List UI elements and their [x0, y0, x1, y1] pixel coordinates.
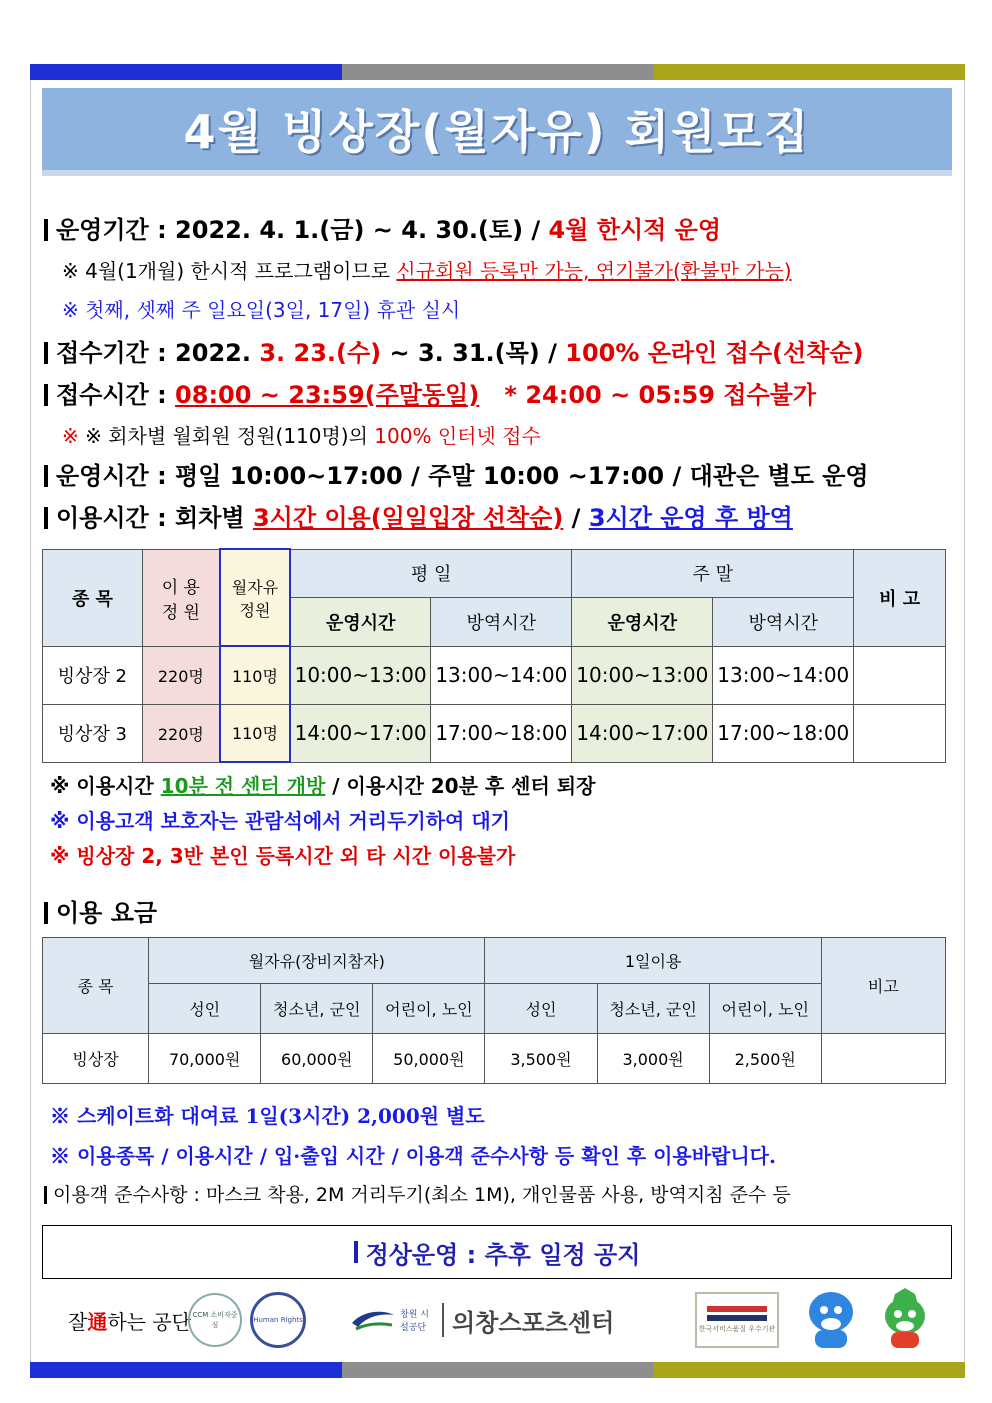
note-closed-days: ※ 첫째, 셋째 주 일요일(3일, 17일) 휴관 실시 [62, 298, 461, 322]
col-weekend: 주 말 [572, 549, 854, 597]
fee-heading: 이용 요금 [44, 893, 157, 928]
service-quality-badge: 한국서비스품질 우수기관 [695, 1290, 779, 1350]
fee-col-adult: 성인 [149, 984, 261, 1034]
bottom-color-stripe [30, 1362, 965, 1378]
fee-col-monthly: 월자유(장비지참자) [149, 938, 485, 984]
top-color-stripe [30, 64, 965, 80]
swoosh-icon [350, 1307, 396, 1333]
fee-col-note: 비고 [821, 938, 945, 1034]
page-title: 4월 빙상장(월자유) 회원모집 [42, 88, 952, 170]
mascot-icon [795, 1288, 945, 1352]
note-check-rules: ※ 이용종목 / 이용시간 / 입·출입 시간 / 이용객 준수사항 등 확인 후 이용바랍니다. [50, 1144, 776, 1168]
registration-period: 접수기간 : 2022. 3. 23.(수) ~ 3. 31.(목) / 100% 온라인 접수(선착순) [44, 333, 864, 368]
row-wd-op: 10:00~13:00 [290, 646, 431, 704]
col-type: 종 목 [43, 549, 143, 646]
fee-col-child: 어린이, 노인 [709, 984, 821, 1034]
col-weekend-op: 운영시간 [572, 597, 713, 646]
human-rights-badge: Human Rights [250, 1290, 306, 1350]
ccm-badge: CCM 소비자중심 [188, 1290, 242, 1350]
fee-col-daily: 1일이용 [485, 938, 821, 984]
schedule-table [42, 548, 946, 763]
usage-time: 이용시간 : 회차별 3시간 이용(일일입장 선착순) / 3시간 운영 후 방역 [44, 498, 793, 533]
table-row [43, 704, 946, 762]
table-row [43, 646, 946, 704]
fee-daily-child: 2,500원 [709, 1034, 821, 1084]
row-capacity: 220명 [142, 646, 220, 704]
note-visitor-rules: 이용객 준수사항 : 마스크 착용, 2M 거리두기(최소 1M), 개인물품 사용, 방역지침 준수 등 [44, 1180, 791, 1207]
row-free: 110명 [220, 704, 290, 762]
fee-daily-adult: 3,500원 [485, 1034, 597, 1084]
fee-col-child: 어린이, 노인 [373, 984, 485, 1034]
slogan-logo: 잘 通 하는 공단 [68, 1309, 191, 1334]
note-monthly-program: ※ 4월(1개월) 한시적 프로그램이므로 신규회원 등록만 가능, 연기불가(환불만 가능) [62, 259, 792, 283]
notice-box: 정상운영 : 추후 일정 공지 [42, 1225, 952, 1279]
note-center-open: ※ 이용시간 10분 전 센터 개방 / 이용시간 20분 후 센터 퇴장 [50, 774, 596, 798]
row-name: 빙상장 3 [43, 704, 143, 762]
row-note [854, 704, 946, 762]
row-wd-op: 14:00~17:00 [290, 704, 431, 762]
note-capacity: ※ ※ 회차별 월회원 정원(110명)의 100% 인터넷 접수 [62, 424, 541, 448]
col-weekend-disinfect: 방역시간 [713, 597, 854, 646]
fee-monthly-adult: 70,000원 [149, 1034, 261, 1084]
col-weekday-disinfect: 방역시간 [431, 597, 572, 646]
note-rink-restriction: ※ 빙상장 2, 3반 본인 등록시간 외 타 시간 이용불가 [50, 844, 516, 868]
fee-row-note [821, 1034, 945, 1084]
note-guardian: ※ 이용고객 보호자는 관람석에서 거리두기하여 대기 [50, 809, 510, 833]
row-wd-dis: 17:00~18:00 [431, 704, 572, 762]
fee-col-adult: 성인 [485, 984, 597, 1034]
fee-row-name: 빙상장 [43, 1034, 149, 1084]
row-we-op: 10:00~13:00 [572, 646, 713, 704]
row-note [854, 646, 946, 704]
fee-daily-youth: 3,000원 [597, 1034, 709, 1084]
operating-period: 운영기간 : 2022. 4. 1.(금) ~ 4. 30.(토) / 4월 한시적 운영 [44, 210, 721, 245]
col-weekday-op: 운영시간 [290, 597, 431, 646]
sports-center-logo: 창원 시설공단 의창스포츠센터 [350, 1290, 614, 1350]
fee-col-youth: 청소년, 군인 [597, 984, 709, 1034]
fee-table [42, 937, 946, 1084]
col-free-capacity: 월자유 정원 [220, 549, 290, 646]
row-free: 110명 [220, 646, 290, 704]
note-skate-rental: ※ 스케이트화 대여료 1일(3시간) 2,000원 별도 [50, 1104, 485, 1128]
row-we-dis: 17:00~18:00 [713, 704, 854, 762]
fee-col-youth: 청소년, 군인 [261, 984, 373, 1034]
table-row [43, 1034, 946, 1084]
registration-time: 접수시간 : 08:00 ~ 23:59(주말동일) * 24:00 ~ 05:59 접수불가 [44, 375, 816, 410]
col-note: 비 고 [854, 549, 946, 646]
fee-monthly-youth: 60,000원 [261, 1034, 373, 1084]
row-wd-dis: 13:00~14:00 [431, 646, 572, 704]
mascot-characters [795, 1290, 945, 1350]
operating-hours: 운영시간 : 평일 10:00~17:00 / 주말 10:00 ~17:00 / 대관은 별도 운영 [44, 456, 869, 491]
row-we-op: 14:00~17:00 [572, 704, 713, 762]
row-we-dis: 13:00~14:00 [713, 646, 854, 704]
row-name: 빙상장 2 [43, 646, 143, 704]
row-capacity: 220명 [142, 704, 220, 762]
col-capacity: 이 용 정 원 [142, 549, 220, 646]
fee-col-type: 종 목 [43, 938, 149, 1034]
col-weekday: 평 일 [290, 549, 572, 597]
fee-monthly-child: 50,000원 [373, 1034, 485, 1084]
